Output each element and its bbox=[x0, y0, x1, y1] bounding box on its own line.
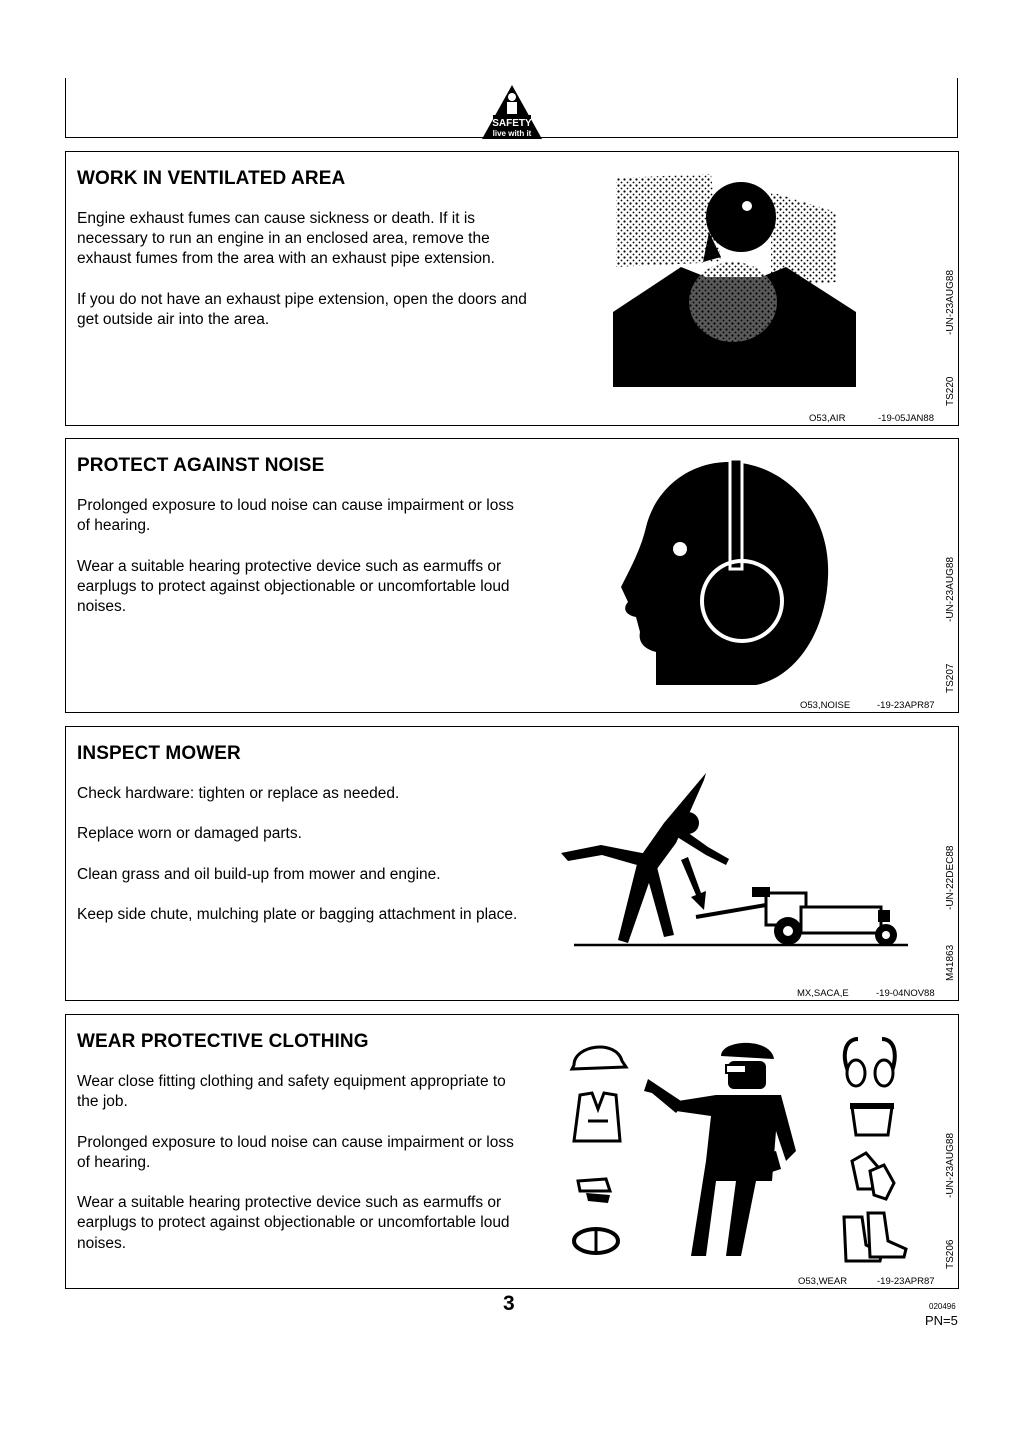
image-code-bottom: M41863 bbox=[945, 944, 956, 981]
logo-line2: live with it bbox=[492, 129, 532, 138]
footer-code-right: -19-04NOV88 bbox=[876, 988, 935, 999]
document-id: 020496 bbox=[929, 1302, 956, 1311]
section-ventilated-area bbox=[65, 151, 959, 426]
image-code-top: -UN-23AUG88 bbox=[945, 1132, 956, 1198]
section-protect-noise bbox=[65, 438, 959, 713]
section-protective-clothing bbox=[65, 1014, 959, 1289]
section-title: PROTECT AGAINST NOISE bbox=[77, 455, 325, 476]
page-number: 3 bbox=[503, 1292, 515, 1315]
logo-line1: SAFETY bbox=[492, 118, 532, 129]
exhaust-fumes-person-icon bbox=[611, 172, 891, 397]
image-code-top: -UN-23AUG88 bbox=[945, 269, 956, 335]
section-title: WEAR PROTECTIVE CLOTHING bbox=[77, 1031, 369, 1052]
image-code-top: -UN-22DEC88 bbox=[945, 845, 956, 910]
person-tripping-over-mower-icon bbox=[556, 765, 911, 955]
section-paragraph: Wear a suitable hearing protective device such as earmuffs or earplugs to protect against objectionable or uncomfortable loud noises. bbox=[77, 1194, 510, 1252]
section-paragraph: Wear a suitable hearing protective device such as earmuffs or earplugs to protect against objectionable or uncomfortable loud noises. bbox=[77, 557, 510, 615]
footer-code-left: O53,AIR bbox=[809, 413, 846, 424]
safety-logo-icon bbox=[481, 84, 543, 140]
section-paragraph: Engine exhaust fumes can cause sickness or death. If it is necessary to run an engine in an enclosed area, remove the exhaust fumes from the area with an exhaust pipe extension. bbox=[77, 210, 495, 268]
footer-code-right: -19-23APR87 bbox=[877, 700, 935, 711]
section-body bbox=[77, 496, 527, 637]
footer-code-left: MX,SACA,E bbox=[797, 988, 849, 999]
footer-code-left: O53,WEAR bbox=[798, 1276, 848, 1287]
section-title: INSPECT MOWER bbox=[77, 743, 241, 764]
image-code-bottom: TS220 bbox=[945, 376, 956, 406]
section-paragraph: Clean grass and oil build-up from mower and engine. bbox=[77, 865, 441, 883]
section-title: WORK IN VENTILATED AREA bbox=[77, 168, 346, 189]
section-paragraph: Check hardware: tighten or replace as needed. bbox=[77, 785, 400, 802]
pn-code: PN=5 bbox=[925, 1313, 958, 1328]
section-body bbox=[77, 209, 527, 350]
footer-code-right: -19-23APR87 bbox=[877, 1276, 935, 1287]
image-code-bottom: TS207 bbox=[945, 663, 956, 693]
section-paragraph: Replace worn or damaged parts. bbox=[77, 825, 302, 843]
footer-code-left: O53,NOISE bbox=[800, 700, 851, 711]
image-code-top: -UN-23AUG88 bbox=[945, 556, 956, 622]
section-paragraph: If you do not have an exhaust pipe extension, open the doors and get outside air into the area. bbox=[77, 290, 527, 328]
section-paragraph: Prolonged exposure to loud noise can cause impairment or loss of hearing. bbox=[77, 497, 514, 535]
section-body bbox=[77, 784, 527, 946]
section-paragraph: Prolonged exposure to loud noise can cause impairment or loss of hearing. bbox=[77, 1133, 514, 1171]
footer-code-right: -19-05JAN88 bbox=[878, 413, 934, 424]
section-paragraph: Keep side chute, mulching plate or bagging attachment in place. bbox=[77, 906, 518, 924]
section-inspect-mower bbox=[65, 726, 959, 1001]
section-paragraph: Wear close fitting clothing and safety equipment appropriate to the job. bbox=[77, 1073, 506, 1111]
image-code-bottom: TS206 bbox=[945, 1239, 956, 1269]
head-with-earmuffs-icon bbox=[616, 457, 836, 689]
section-body bbox=[77, 1072, 527, 1274]
protective-equipment-worker-icon bbox=[566, 1031, 916, 1266]
